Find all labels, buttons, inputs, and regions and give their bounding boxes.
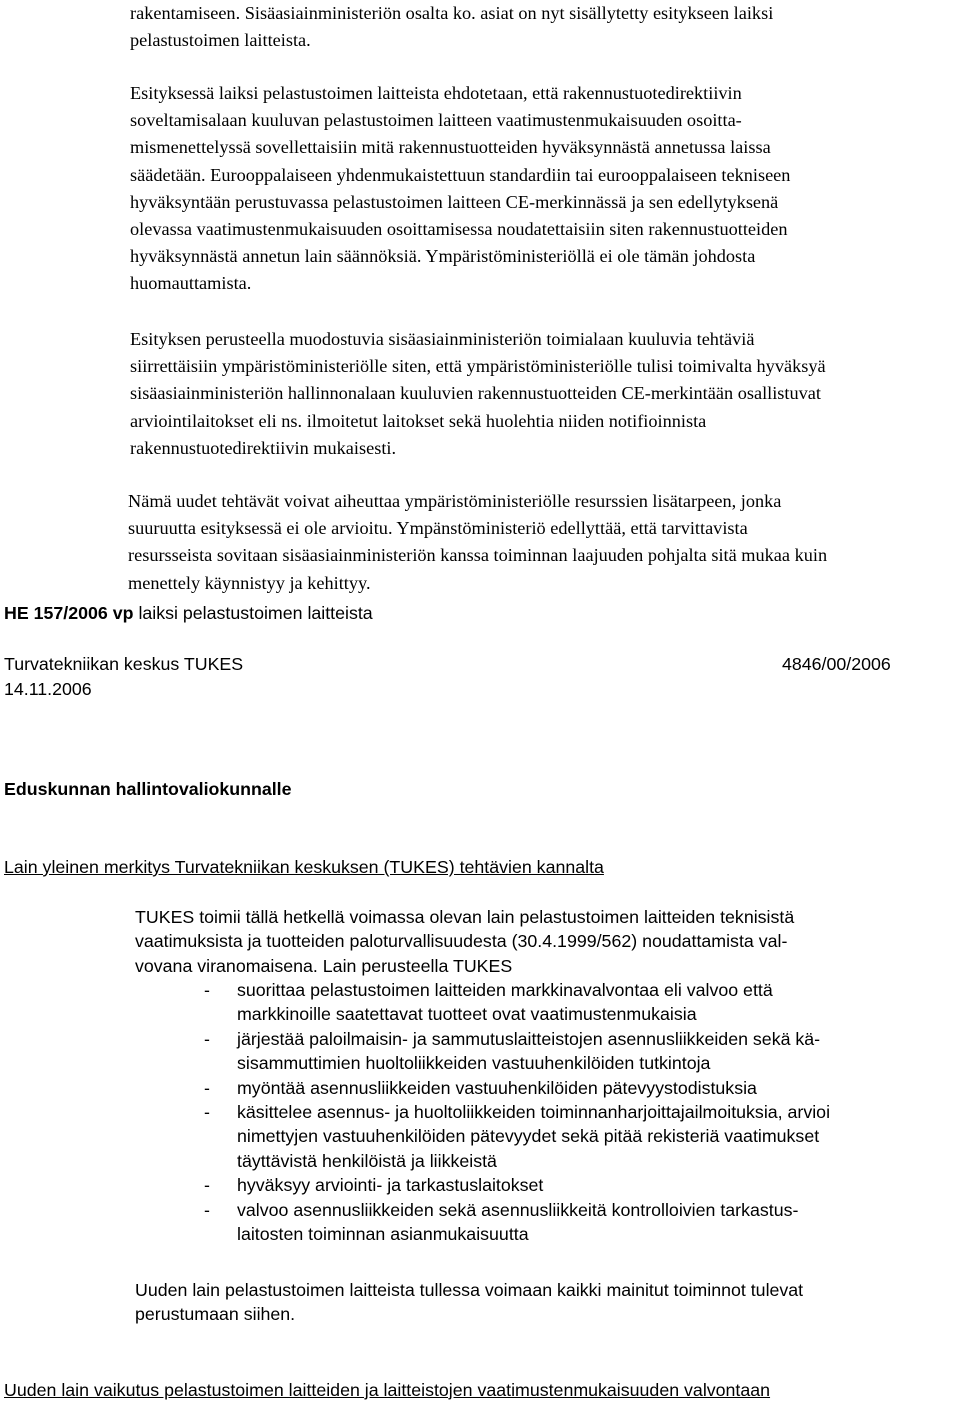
- text-line: Esityksen perusteella muodostuvia sisäasiainministeriön toimialaan kuuluvia tehtäviä: [130, 329, 755, 349]
- text-line: Uuden lain pelastustoimen laitteista tullessa voimaan kaikki mainitut toiminnot tulevat: [135, 1280, 804, 1300]
- text-line: mismenettelyssä sovellettaisiin mitä rakennustuotteiden hyväksynnästä annetussa laissa: [130, 137, 771, 158]
- document-id: HE 157/2006 vp: [4, 603, 134, 623]
- section-heading-1: [4, 855, 604, 879]
- text-line: valvoo asennusliikkeiden sekä asennusliikkeitä kontrolloivien tarkastus-: [237, 1199, 799, 1220]
- text-line: resursseista sovitaan sisäasiainministeriön kanssa toiminnan laajuuden pohjalta sitä mukaa kuin: [128, 545, 828, 566]
- new-law-paragraph: [135, 1278, 803, 1327]
- list-item: [204, 1198, 830, 1247]
- text-line: perustumaan siihen.: [135, 1304, 296, 1325]
- text-line: pelastustoimen laitteista.: [130, 30, 311, 51]
- date-text: 14.11.2006: [4, 679, 92, 699]
- dash-bullet: -: [204, 1028, 210, 1049]
- list-item: [204, 1027, 830, 1076]
- dash-bullet: -: [204, 980, 210, 1000]
- text-line: sisammuttimien huoltoliikkeiden vastuuhenkilöiden tutkintoja: [237, 1053, 711, 1074]
- paragraph-2: [130, 326, 826, 462]
- text-line: soveltamisalaan kuuluvan pelastustoimen laitteen vaatimustenmukaisuuden osoitta-: [130, 110, 742, 131]
- text-line: hyväksyy arviointi- ja tarkastuslaitokset: [237, 1175, 544, 1196]
- intro-fragment: [130, 0, 773, 54]
- text-line: nimettyjen vastuuhenkilöiden pätevyydet sekä pitää rekisteriä vaatimukset: [237, 1126, 820, 1147]
- text-line: suorittaa pelastustoimen laitteiden markkinavalvontaa eli valvoo että: [237, 980, 773, 1000]
- text-line: olevassa vaatimustenmukaisuuden osoittamisessa noudatettaisiin siten rakennustuotteiden: [130, 219, 788, 240]
- recipient-text: Eduskunnan hallintovaliokunnalle: [4, 779, 292, 799]
- text-line: Nämä uudet tehtävät voivat aiheuttaa ympäristöministeriölle resurssien lisätarpeen, jonka: [128, 491, 782, 511]
- text-line: Esityksessä laiksi pelastustoimen laitteista ehdotetaan, että rakennustuotedirektiivin: [130, 83, 742, 103]
- reference-number: [782, 652, 891, 676]
- heading-1-text: Lain yleinen merkitys Turvatekniikan keskuksen (TUKES) tehtävien kannalta: [4, 857, 604, 877]
- list-item: [204, 978, 830, 1027]
- text-line: rakentamiseen. Sisäasiainministeriön osalta ko. asiat on nyt sisällytetty esitykseen laiksi: [130, 3, 774, 23]
- text-line: säädetään. Eurooppalaiseen yhdenmukaistettuun standardiin tai eurooppalaiseen tekniseen: [130, 164, 791, 185]
- text-line: arviointilaitokset eli ns. ilmoitetut laitokset sekä huolehtia niiden notifioinnista: [130, 410, 707, 431]
- organization: [4, 652, 243, 676]
- text-line: menettely käynnistyy ja kehittyy.: [128, 572, 371, 593]
- reference-text: 4846/00/2006: [782, 654, 891, 674]
- organization-name: Turvatekniikan keskus TUKES: [4, 654, 244, 674]
- text-line: täyttävistä henkilöistä ja liikkeistä: [237, 1150, 497, 1171]
- text-line: myöntää asennusliikkeiden vastuuhenkilöiden pätevyystodistuksia: [237, 1077, 757, 1098]
- text-line: suuruutta esityksessä ei ole arvioitu. Ympänstöministeriö edellyttää, että tarvittavista: [128, 518, 748, 539]
- text-line: laitosten toiminnan asianmukaisuutta: [237, 1224, 529, 1245]
- text-line: järjestää paloilmaisin- ja sammutuslaitteistojen asennusliikkeiden sekä kä-: [237, 1028, 821, 1049]
- list-item: [204, 1173, 830, 1197]
- list-item: [204, 1100, 830, 1173]
- dash-bullet: -: [204, 1077, 210, 1098]
- text-line: TUKES toimii tällä hetkellä voimassa olevan lain pelastustoimen laitteiden teknisistä: [135, 907, 795, 927]
- text-line: hyväksyntään perustuvassa pelastustoimen laitteen CE-merkinnässä ja sen edellytyksenä: [130, 191, 779, 212]
- dash-bullet: -: [204, 1199, 210, 1220]
- recipient-heading: [4, 777, 292, 801]
- list-item: [204, 1076, 830, 1100]
- paragraph-3: [128, 488, 827, 597]
- text-line: rakennustuotedirektiivin mukaisesti.: [130, 437, 397, 458]
- section-heading-2: [4, 1378, 770, 1402]
- text-line: markkinoille saatettavat tuotteet ovat vaatimustenmukaisia: [237, 1004, 697, 1025]
- text-line: hyväksynnästä annetun lain säännöksiä. Ympäristöministeriöllä ei ole tämän johdosta: [130, 246, 756, 267]
- document-title: [4, 601, 373, 625]
- dash-bullet: -: [204, 1175, 210, 1196]
- heading-2-text: Uuden lain vaikutus pelastustoimen laitteiden ja laitteistojen vaatimustenmukaisuuden valvontaan: [4, 1380, 771, 1400]
- document-date: [4, 677, 92, 701]
- tukes-task-list: [204, 978, 830, 1246]
- paragraph-1: [130, 80, 790, 298]
- text-line: käsittelee asennus- ja huoltoliikkeiden toiminnanharjoittajailmoituksia, arvioi: [237, 1102, 831, 1123]
- tukes-intro: [135, 905, 794, 978]
- text-line: vaatimuksista ja tuotteiden paloturvallisuudesta (30.4.1999/562) noudattamista val-: [135, 931, 788, 952]
- text-line: vovana viranomaisena. Lain perusteella TUKES: [135, 955, 513, 976]
- text-line: siirrettäisiin ympäristöministeriölle siten, että ympäristöministeriölle tulisi toimivalta hyväksyä: [130, 356, 826, 377]
- text-line: sisäasiainministeriön hallinnonalaan kuuluvien rakennustuotteiden CE-merkintään osallistuvat: [130, 383, 821, 404]
- document-title-text: laiksi pelastustoimen laitteista: [133, 603, 373, 623]
- dash-bullet: -: [204, 1102, 210, 1123]
- text-line: huomauttamista.: [130, 273, 252, 294]
